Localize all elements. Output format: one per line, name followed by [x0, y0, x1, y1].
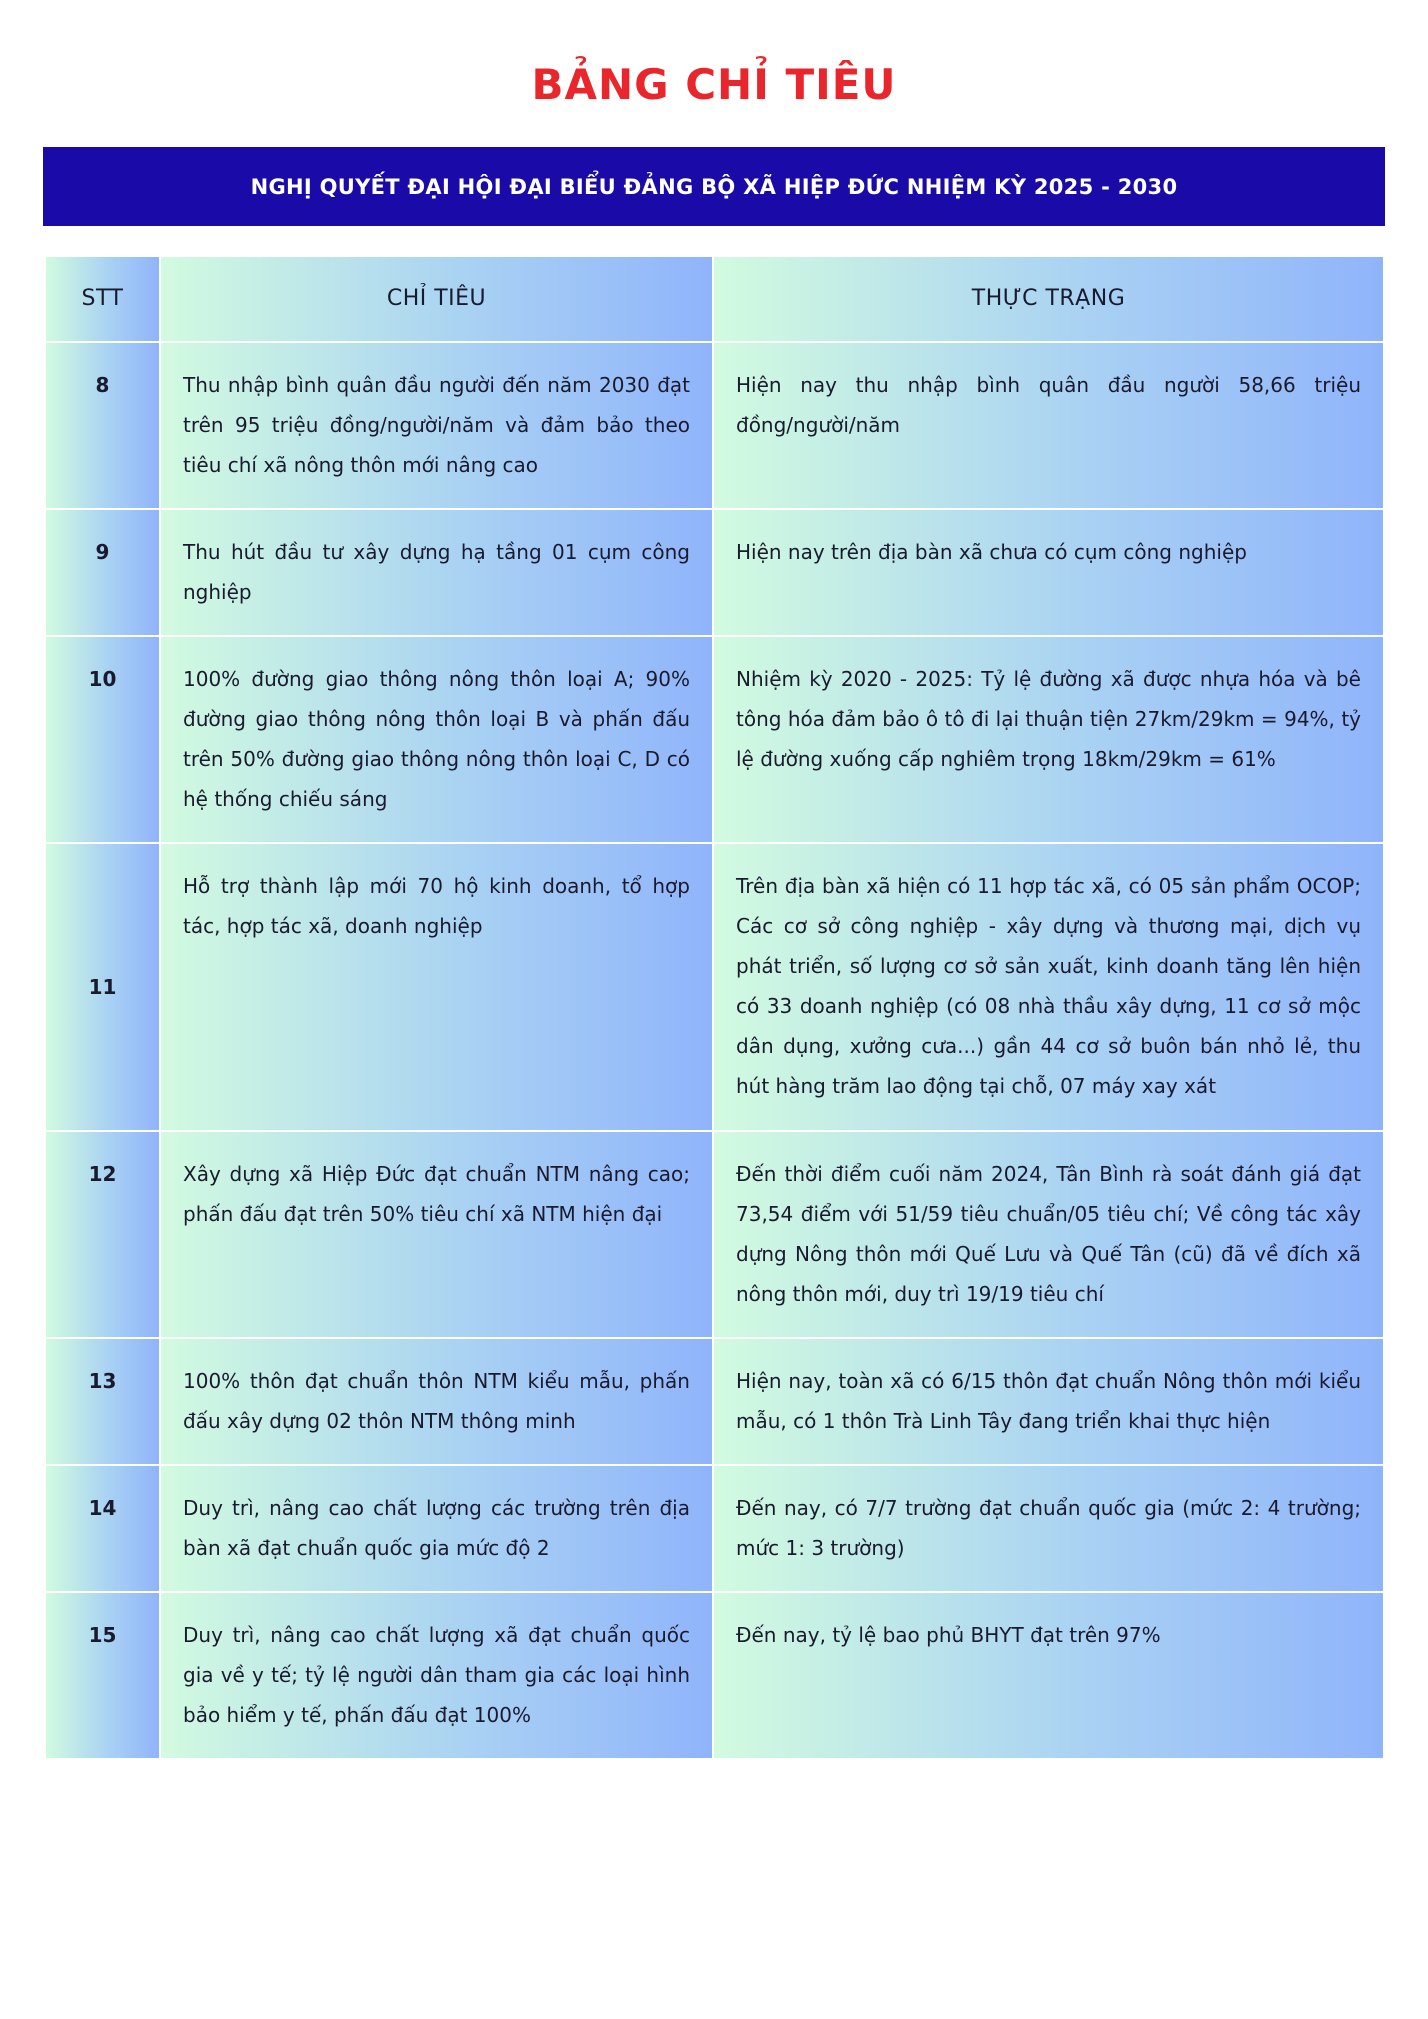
- row-stt: 11: [46, 844, 159, 1130]
- row-stt: 8: [46, 343, 159, 508]
- table-row: [46, 1466, 1383, 1593]
- row-status: Nhiệm kỳ 2020 - 2025: Tỷ lệ đường xã được nhựa hóa và bê tông hóa đảm bảo ô tô đi lại thuận tiện 27km/29km = 94%, tỷ lệ đường xuống cấp nghiêm trọng 18km/29km = 61%: [712, 637, 1383, 842]
- table-row: [46, 844, 1383, 1132]
- table-row: [46, 1132, 1383, 1339]
- row-target: Xây dựng xã Hiệp Đức đạt chuẩn NTM nâng cao; phấn đấu đạt trên 50% tiêu chí xã NTM hiện đại: [159, 1132, 712, 1337]
- row-target: Thu nhập bình quân đầu người đến năm 2030 đạt trên 95 triệu đồng/người/năm và đảm bảo theo tiêu chí xã nông thôn mới nâng cao: [159, 343, 712, 508]
- row-status: Đến nay, tỷ lệ bao phủ BHYT đạt trên 97%: [712, 1593, 1383, 1758]
- row-target: Hỗ trợ thành lập mới 70 hộ kinh doanh, tổ hợp tác, hợp tác xã, doanh nghiệp: [159, 844, 712, 1130]
- targets-table: [46, 257, 1383, 1758]
- row-stt: 15: [46, 1593, 159, 1758]
- table-row: [46, 637, 1383, 844]
- table-row: [46, 1593, 1383, 1758]
- row-stt: 14: [46, 1466, 159, 1591]
- table-row: [46, 1339, 1383, 1466]
- row-status: Đến thời điểm cuối năm 2024, Tân Bình rà soát đánh giá đạt 73,54 điểm với 51/59 tiêu chuẩn/05 tiêu chí; Về công tác xây dựng Nông thôn mới Quế Lưu và Quế Tân (cũ) đã về đích xã nông thôn mới, duy trì 19/19 tiêu chí: [712, 1132, 1383, 1337]
- banner-text: NGHỊ QUYẾT ĐẠI HỘI ĐẠI BIỂU ĐẢNG BỘ XÃ HIỆP ĐỨC NHIỆM KỲ 2025 - 2030: [250, 174, 1178, 199]
- row-stt: 13: [46, 1339, 159, 1464]
- row-status: Đến nay, có 7/7 trường đạt chuẩn quốc gia (mức 2: 4 trường; mức 1: 3 trường): [712, 1466, 1383, 1591]
- row-status: Trên địa bàn xã hiện có 11 hợp tác xã, có 05 sản phẩm OCOP; Các cơ sở công nghiệp - xây dựng và thương mại, dịch vụ phát triển, số lượng cơ sở sản xuất, kinh doanh tăng lên hiện có 33 doanh nghiệp (có 08 nhà thầu xây dựng, 11 cơ sở mộc dân dụng, xưởng cưa...) gần 44 cơ sở buôn bán nhỏ lẻ, thu hút hàng trăm lao động tại chỗ, 07 máy xay xát: [712, 844, 1383, 1130]
- row-target: 100% thôn đạt chuẩn thôn NTM kiểu mẫu, phấn đấu xây dựng 02 thôn NTM thông minh: [159, 1339, 712, 1464]
- row-status: Hiện nay, toàn xã có 6/15 thôn đạt chuẩn Nông thôn mới kiểu mẫu, có 1 thôn Trà Linh Tây đang triển khai thực hiện: [712, 1339, 1383, 1464]
- header-status: THỰC TRẠNG: [712, 257, 1383, 341]
- row-target: Duy trì, nâng cao chất lượng các trường trên địa bàn xã đạt chuẩn quốc gia mức độ 2: [159, 1466, 712, 1591]
- row-target: 100% đường giao thông nông thôn loại A; 90% đường giao thông nông thôn loại B và phấn đấu trên 50% đường giao thông nông thôn loại C, D có hệ thống chiếu sáng: [159, 637, 712, 842]
- header-stt: STT: [46, 257, 159, 341]
- table-header-row: [46, 257, 1383, 343]
- row-stt: 10: [46, 637, 159, 842]
- row-status: Hiện nay trên địa bàn xã chưa có cụm công nghiệp: [712, 510, 1383, 635]
- table-row: [46, 343, 1383, 510]
- header-target: CHỈ TIÊU: [159, 257, 712, 341]
- row-status: Hiện nay thu nhập bình quân đầu người 58,66 triệu đồng/người/năm: [712, 343, 1383, 508]
- table-row: [46, 510, 1383, 637]
- page-title: BẢNG CHỈ TIÊU: [531, 60, 897, 109]
- row-stt: 9: [46, 510, 159, 635]
- resolution-banner: [43, 147, 1385, 226]
- row-stt: 12: [46, 1132, 159, 1337]
- row-target: Duy trì, nâng cao chất lượng xã đạt chuẩn quốc gia về y tế; tỷ lệ người dân tham gia các loại hình bảo hiểm y tế, phấn đấu đạt 100%: [159, 1593, 712, 1758]
- row-target: Thu hút đầu tư xây dựng hạ tầng 01 cụm công nghiệp: [159, 510, 712, 635]
